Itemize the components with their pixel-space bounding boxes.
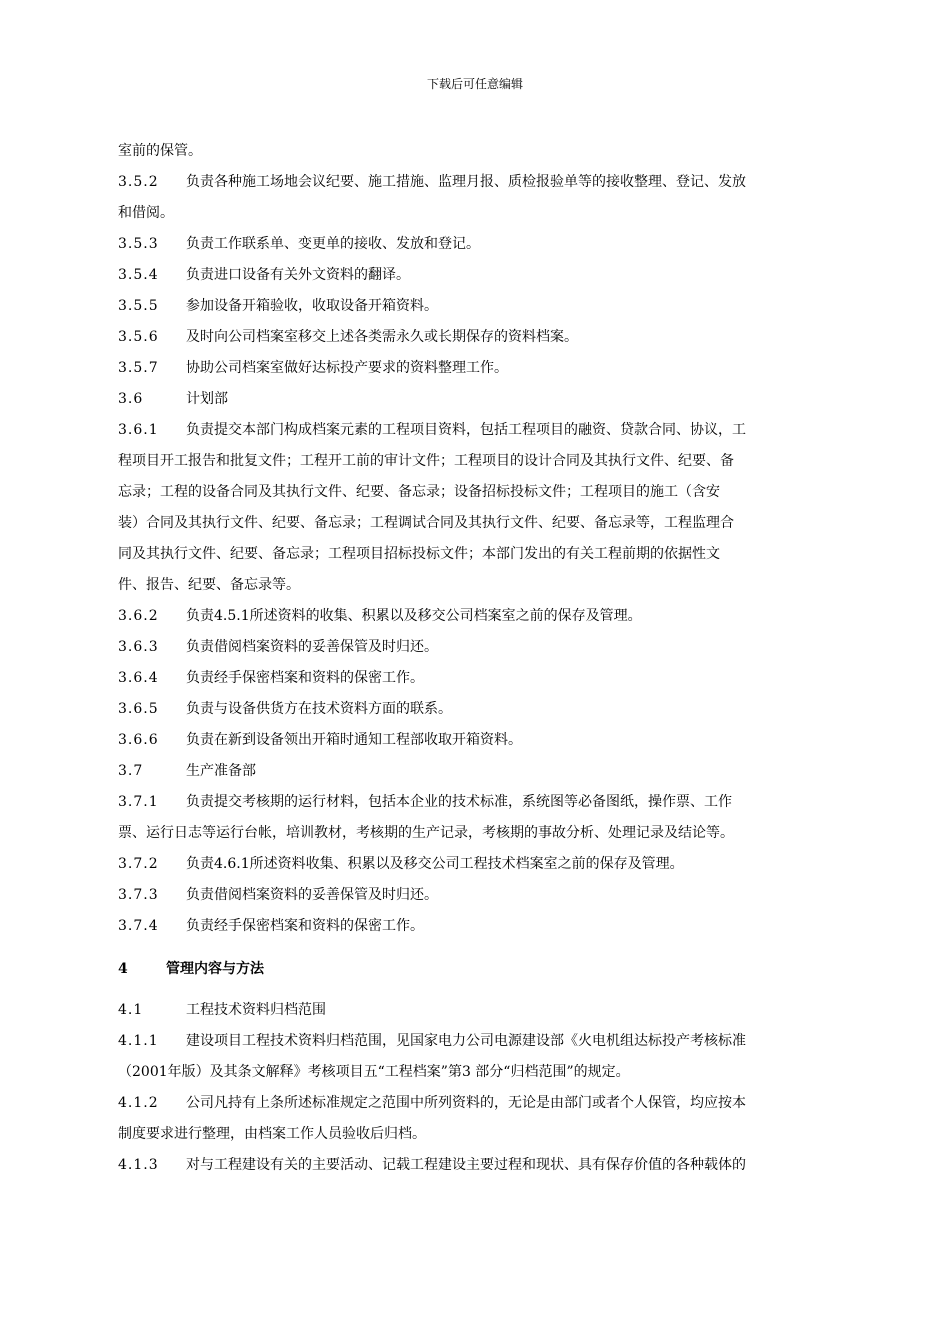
paragraph-line [118,1119,858,1150]
clause-text: 程项目开工报告和批复文件；工程开工前的审计文件；工程项目的设计合同及其执行文件、纪要、备 [118,453,734,469]
clause-number: 3.5.3 [118,236,159,252]
clause-number: 4.1.1 [118,1033,159,1049]
clause-text: 室前的保管。 [118,143,202,159]
clause-number: 3.5.2 [118,174,159,190]
clause-number: 3.6.5 [118,701,159,717]
section-4-paragraphs [118,995,858,1181]
paragraph-line [118,725,858,756]
paragraph-line [118,229,858,260]
clause-text: 计划部 [186,391,228,407]
clause-text: 忘录；工程的设备合同及其执行文件、纪要、备忘录；设备招标投标文件；工程项目的施工（含安 [118,484,720,500]
paragraph-line [118,694,858,725]
clause-number: 3.7.1 [118,794,159,810]
paragraph-line [118,384,858,415]
clause-number: 3.6.3 [118,639,159,655]
clause-text: 票、运行日志等运行台帐，培训教材，考核期的生产记录，考核期的事故分析、处理记录及结论等。 [118,825,734,841]
clause-text: 件、报告、纪要、备忘录等。 [118,577,300,593]
clause-number: 4.1 [118,1002,144,1018]
clause-text: 负责借阅档案资料的妥善保管及时归还。 [186,887,438,903]
paragraph-line [118,1150,858,1181]
clause-text: 生产准备部 [186,763,256,779]
clause-number: 4.1.3 [118,1157,159,1173]
paragraph-line [118,1057,858,1088]
clause-text: 负责4.6.1所述资料收集、积累以及移交公司工程技术档案室之前的保存及管理。 [186,856,684,872]
paragraph-line [118,818,858,849]
clause-text: 负责经手保密档案和资料的保密工作。 [186,918,424,934]
page-header: 下载后可任意编辑 [426,77,523,91]
paragraph-line [118,570,858,601]
clause-text: 负责进口设备有关外文资料的翻译。 [186,267,410,283]
spacer [118,985,858,995]
clause-number: 3.6.4 [118,670,159,686]
clause-text: 对与工程建设有关的主要活动、记载工程建设主要过程和现状、具有保存价值的各种载体的 [186,1157,746,1173]
clause-text: 参加设备开箱验收，收取设备开箱资料。 [186,298,438,314]
section-3-paragraphs [118,136,858,942]
paragraph-line [118,1088,858,1119]
paragraph-line [118,787,858,818]
clause-number: 4.1.2 [118,1095,159,1111]
clause-text: 建设项目工程技术资料归档范围，见国家电力公司电源建设部《火电机组达标投产考核标准 [186,1033,746,1049]
paragraph-line [118,353,858,384]
clause-number: 3.7 [118,763,144,779]
paragraph-line [118,291,858,322]
clause-text: 工程技术资料归档范围 [186,1002,326,1018]
clause-text: 负责提交考核期的运行材料，包括本企业的技术标准，系统图等必备图纸，操作票、工作 [186,794,732,810]
clause-text: 负责4.5.1所述资料的收集、积累以及移交公司档案室之前的保存及管理。 [186,608,642,624]
clause-number: 3.6 [118,391,144,407]
paragraph-line [118,756,858,787]
paragraph-line [118,1026,858,1057]
paragraph-line [118,849,858,880]
paragraph-line [118,167,858,198]
clause-number: 3.6.6 [118,732,159,748]
clause-text: 装）合同及其执行文件、纪要、备忘录；工程调试合同及其执行文件、纪要、备忘录等，工程监理合 [118,515,734,531]
clause-number: 3.5.6 [118,329,159,345]
clause-text: （2001年版）及其条文解释》考核项目五“工程档案”第3 部分“归档范围”的规定。 [118,1064,630,1080]
clause-text: 协助公司档案室做好达标投产要求的资料整理工作。 [186,360,508,376]
clause-text: 负责与设备供货方在技术资料方面的联系。 [186,701,452,717]
clause-text: 和借阅。 [118,205,174,221]
clause-text: 公司凡持有上条所述标准规定之范围中所列资料的，无论是由部门或者个人保管，均应按本 [186,1095,746,1111]
paragraph-line [118,911,858,942]
clause-number: 3.7.4 [118,918,159,934]
clause-number: 3.5.7 [118,360,159,376]
paragraph-line [118,663,858,694]
paragraph-line [118,601,858,632]
clause-text: 负责借阅档案资料的妥善保管及时归还。 [186,639,438,655]
section-title: 管理内容与方法 [166,961,264,977]
clause-text: 负责提交本部门构成档案元素的工程项目资料，包括工程项目的融资、贷款合同、协议，工 [186,422,746,438]
document-body [118,136,858,1181]
paragraph-line [118,880,858,911]
paragraph-line [118,198,858,229]
clause-text: 负责工作联系单、变更单的接收、发放和登记。 [186,236,480,252]
clause-number: 3.5.5 [118,298,159,314]
clause-text: 负责在新到设备领出开箱时通知工程部收取开箱资料。 [186,732,522,748]
clause-text: 负责各种施工场地会议纪要、施工措施、监理月报、质检报验单等的接收整理、登记、发放 [186,174,746,190]
clause-number: 3.7.2 [118,856,159,872]
clause-number: 3.6.2 [118,608,159,624]
paragraph-line [118,539,858,570]
paragraph-line [118,995,858,1026]
clause-text: 制度要求进行整理，由档案工作人员验收后归档。 [118,1126,426,1142]
paragraph-line [118,322,858,353]
paragraph-line [118,446,858,477]
clause-text: 及时向公司档案室移交上述各类需永久或长期保存的资料档案。 [186,329,578,345]
clause-number: 3.7.3 [118,887,159,903]
section-heading [118,954,858,985]
clause-number: 3.5.4 [118,267,159,283]
paragraph-line [118,632,858,663]
paragraph-line [118,415,858,446]
paragraph-line [118,477,858,508]
paragraph-line [118,260,858,291]
paragraph-line [118,136,858,167]
spacer [118,942,858,954]
clause-number: 3.6.1 [118,422,159,438]
paragraph-line [118,508,858,539]
clause-text: 同及其执行文件、纪要、备忘录；工程项目招标投标文件；本部门发出的有关工程前期的依据性文 [118,546,720,562]
section-number: 4 [118,961,128,977]
clause-text: 负责经手保密档案和资料的保密工作。 [186,670,424,686]
